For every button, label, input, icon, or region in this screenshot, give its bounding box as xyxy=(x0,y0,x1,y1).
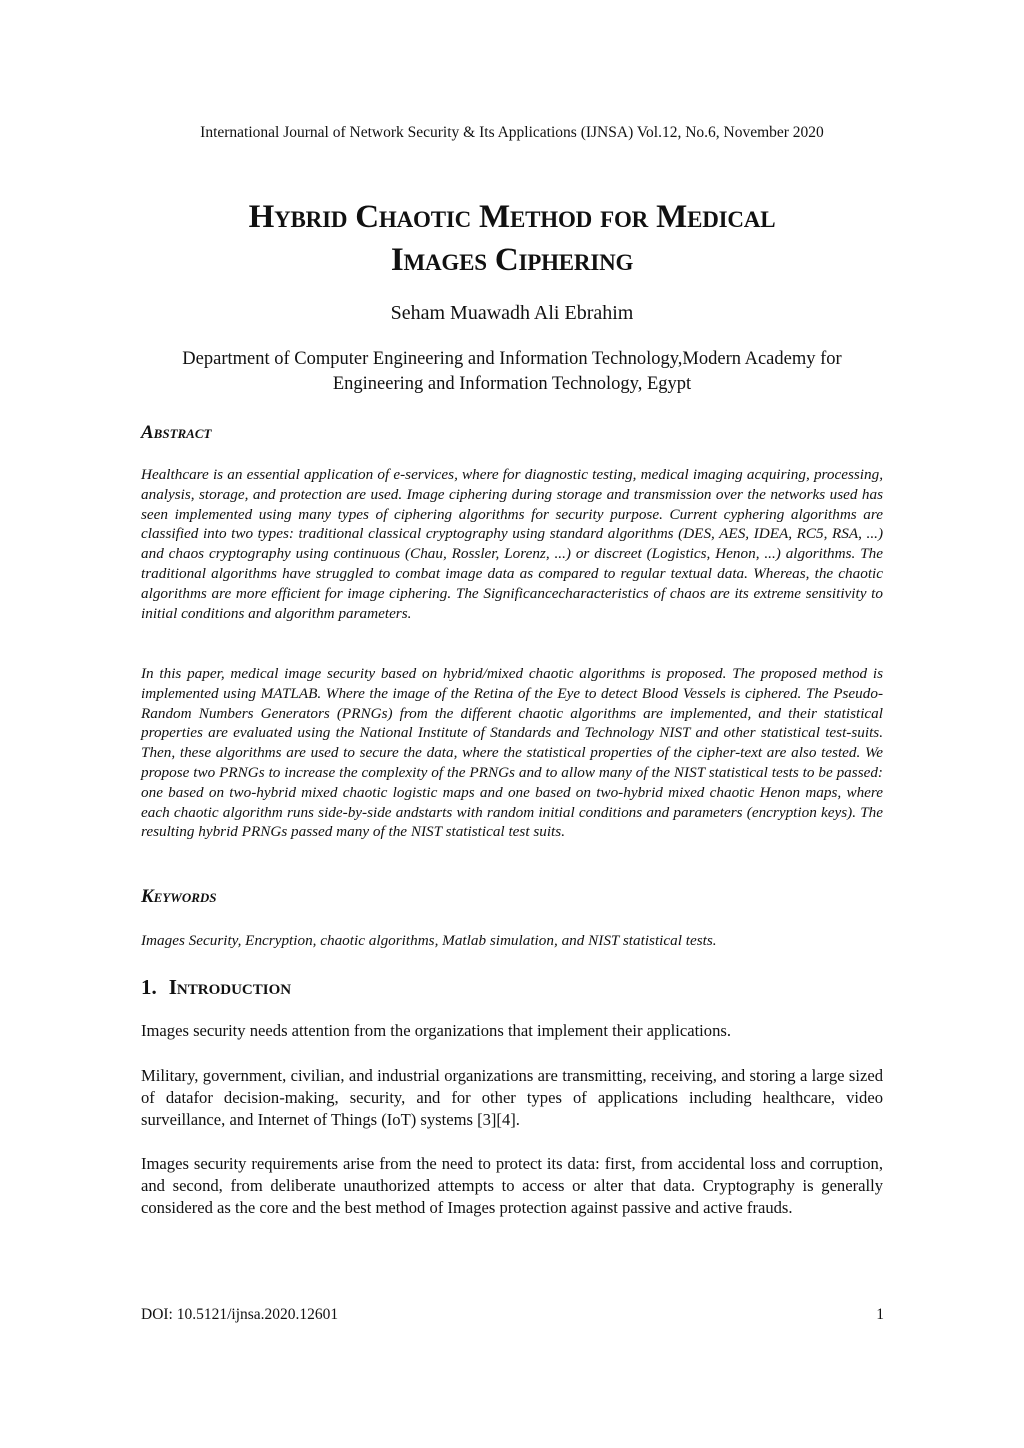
title-line-2: Images Ciphering xyxy=(390,242,634,278)
doi-footer: DOI: 10.5121/ijnsa.2020.12601 xyxy=(141,1306,339,1323)
introduction-heading xyxy=(141,974,291,1000)
section-number: 1. xyxy=(141,975,157,999)
section-title: Introduction xyxy=(168,975,292,999)
author-affiliation: Department of Computer Engineering and Information Technology,Modern Academy for Engineering and Information Technology, Egypt xyxy=(182,349,842,394)
intro-paragraph-1: Images security needs attention from the organizations that implement their applications. xyxy=(141,1021,731,1040)
page-number: 1 xyxy=(876,1306,884,1323)
intro-paragraph-2: Military, government, civilian, and industrial organizations are transmitting, receiving, and storing a large sized of datafor decision-making, security, and for other types of applications including healthcare, video surveillance, and Internet of Things (IoT) systems [3][4]. xyxy=(141,1066,883,1129)
author-name: Seham Muawadh Ali Ebrahim xyxy=(390,302,634,324)
keywords-heading: Keywords xyxy=(141,886,217,907)
running-header: International Journal of Network Security & Its Applications (IJNSA) Vol.12, No.6, November 2020 xyxy=(200,124,824,141)
title-line-1: Hybrid Chaotic Method for Medical xyxy=(248,199,776,235)
paper-title xyxy=(0,196,1024,282)
intro-paragraph-3: Images security requirements arise from the need to protect its data: first, from accidental loss and corruption, and second, from deliberate unauthorized attempts to access or alter that data. Cryptography is generally considered as the core and the best method of Images protection against passive and active frauds. xyxy=(141,1154,883,1217)
abstract-paragraph-1: Healthcare is an essential application of e-services, where for diagnostic testing, medical imaging acquiring, processing, analysis, storage, and protection are used. Image ciphering during storage and transmission over the networks used has seen implemented using many types of ciphering algorithms for security purpose. Current cyphering algorithms are classified into two types: traditional classical cryptography using standard algorithms (DES, AES, IDEA, RC5, RSA, ...) and chaos cryptography using continuous (Chau, Rossler, Lorenz, ...) or discreet (Logistics, Henon, ...) algorithms. The traditional algorithms have struggled to combat image data as compared to regular textual data. Whereas, the chaotic algorithms are more efficient for image ciphering. The Significancecharacteristics of chaos are its extreme sensitivity to initial conditions and algorithm parameters. xyxy=(141,466,883,622)
abstract-paragraph-2: In this paper, medical image security based on hybrid/mixed chaotic algorithms is proposed. The proposed method is implemented using MATLAB. Where the image of the Retina of the Eye to detect Blood Vessels is ciphered. The Pseudo-Random Numbers Generators (PRNGs) from the different chaotic algorithms are implemented, and their statistical properties are evaluated using the National Institute of Standards and Technology NIST and other statistical test-suits. Then, these algorithms are used to secure the data, where the statistical properties of the cipher-text are also tested. We propose two PRNGs to increase the complexity of the PRNGs and to allow many of the NIST statistical tests to be passed: one based on two-hybrid mixed chaotic logistic maps and one based on two-hybrid mixed chaotic Henon maps, where each chaotic algorithm runs side-by-side andstarts with random initial conditions and parameters (encryption keys). The resulting hybrid PRNGs passed many of the NIST statistical test suits. xyxy=(141,665,883,841)
keywords-text: Images Security, Encryption, chaotic algorithms, Matlab simulation, and NIST statistical tests. xyxy=(141,932,717,949)
abstract-heading: Abstract xyxy=(141,422,212,443)
